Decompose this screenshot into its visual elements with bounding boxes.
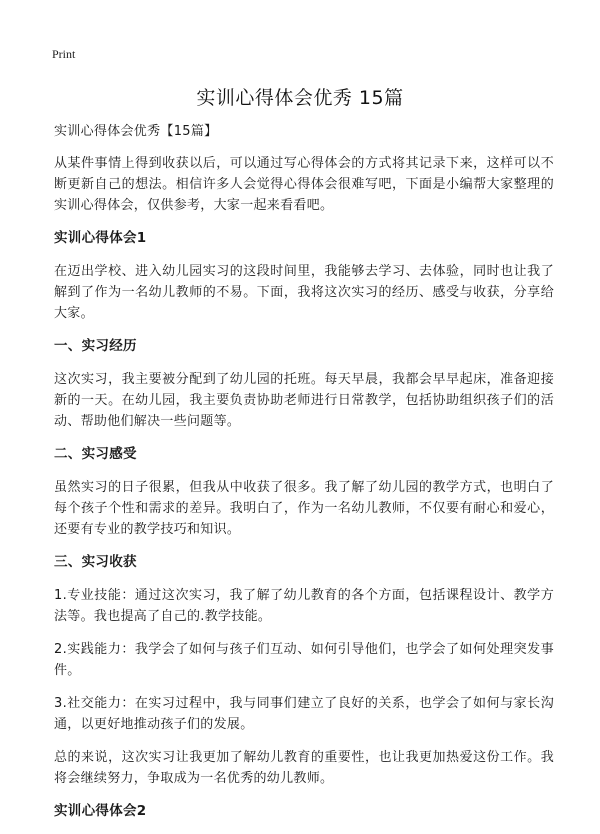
document-body bbox=[54, 121, 554, 834]
heading-feelings: 二、实习感受 bbox=[54, 446, 137, 462]
document-subtitle: 实训心得体会优秀【15篇】 bbox=[54, 124, 218, 139]
experience-paragraph: 这次实习，我主要被分配到了幼儿园的托班。每天早晨，我都会早早起床，准备迎接新的一天。在幼儿园，我主要负责协助老师进行日常教学，包括协助组织孩子们的活动、帮助他们解决一些问题等。 bbox=[54, 372, 554, 429]
feelings-paragraph: 虽然实习的日子很累，但我从中收获了很多。我了解了幼儿园的教学方式，也明白了每个孩子个性和需求的差异。我明白了，作为一名幼儿教师，不仅要有耐心和爱心，还要有专业的教学技巧和知识。 bbox=[54, 480, 554, 537]
conclusion-paragraph: 总的来说，这次实习让我更加了解幼儿教育的重要性，也让我更加热爱这份工作。我将会继续努力，争取成为一名优秀的幼儿教师。 bbox=[54, 750, 554, 786]
section-heading-2: 实训心得体会2 bbox=[54, 803, 147, 819]
gain-item-2: 2.实践能力：我学会了如何与孩子们互动、如何引导他们，也学会了如何处理突发事件。 bbox=[54, 642, 554, 678]
gain-item-3: 3.社交能力：在实习过程中，我与同事们建立了良好的关系，也学会了如何与家长沟通，以更好地推动孩子们的发展。 bbox=[54, 696, 554, 732]
heading-gains: 三、实习收获 bbox=[54, 554, 137, 570]
section-heading-1: 实训心得体会1 bbox=[54, 230, 147, 246]
intro-paragraph: 从某件事情上得到收获以后，可以通过写心得体会的方式将其记录下来，这样可以不断更新自己的想法。相信许多人会觉得心得体会很难写吧，下面是小编帮大家整理的实训心得体会，仅供参考，大家一起来看看吧。 bbox=[54, 156, 554, 213]
section1-intro-paragraph: 在迈出学校、进入幼儿园实习的这段时间里，我能够去学习、去体验，同时也让我了解到了作为一名幼儿教师的不易。下面，我将这次实习的经历、感受与收获，分享给大家。 bbox=[54, 264, 554, 321]
document-title: 实训心得体会优秀 15篇 bbox=[196, 87, 404, 109]
heading-experience: 一、实习经历 bbox=[54, 338, 137, 354]
gain-item-1: 1.专业技能：通过这次实习，我了解了幼儿教育的各个方面，包括课程设计、教学方法等。我也提高了自己的.教学技能。 bbox=[54, 588, 554, 624]
print-label: Print bbox=[52, 47, 76, 61]
